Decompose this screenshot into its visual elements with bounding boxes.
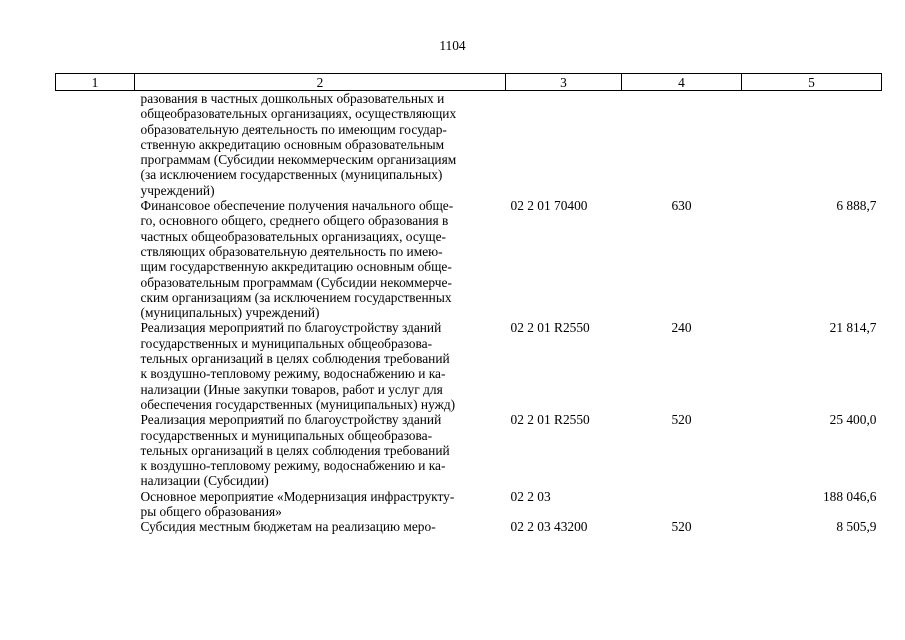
table-body [56, 91, 882, 535]
row-amount-cell: 188 046,6 [822, 488, 877, 504]
row-expense-type-cell: 520 [671, 519, 692, 535]
row-index-cell [56, 320, 135, 412]
row-code-cell: 02 2 03 [510, 488, 551, 504]
row-expense-type-cell [622, 91, 742, 199]
row-code-cell: 02 2 03 43200 [510, 519, 588, 535]
row-expense-type-cell [622, 489, 742, 520]
row-expense-type-cell: 630 [671, 198, 692, 214]
table-row [56, 519, 882, 534]
row-index-cell [56, 91, 135, 199]
header-col-4: 4 [622, 74, 742, 91]
row-index-cell [56, 412, 135, 488]
row-name-cell: Основное мероприятие «Модернизация инфраструкту- ры общего образования» [140, 488, 455, 520]
row-amount-cell: 25 400,0 [829, 412, 877, 428]
row-name-cell: Субсидия местным бюджетам на реализацию меро- [140, 519, 436, 535]
row-code-cell: 02 2 01 R2550 [510, 412, 590, 428]
table-row [56, 198, 882, 320]
row-expense-type-cell: 240 [671, 320, 692, 336]
row-index-cell [56, 519, 135, 534]
page-number: 1104 [439, 38, 466, 53]
row-amount-cell [742, 91, 882, 199]
table-row [56, 91, 882, 199]
row-code-cell [506, 91, 622, 199]
row-name-cell: Реализация мероприятий по благоустройству зданий государственных и муниципальных общеобразова- тельных организаций в целях соблюдения требований к воздушно-тепловому режиму, водоснабжению и ка- нализации (Субсидии) [140, 412, 450, 489]
header-row [56, 74, 882, 91]
table-row [56, 320, 882, 412]
row-index-cell [56, 198, 135, 320]
row-index-cell [56, 489, 135, 520]
header-col-2: 2 [135, 74, 506, 91]
row-amount-cell: 21 814,7 [829, 320, 877, 336]
header-col-1: 1 [56, 74, 135, 91]
row-name-cell: Финансовое обеспечение получения начального обще- го, основного общего, среднего общего образования в частных общеобразовательных организациях, осуще- ствляющих образовательную деятельность по имею- щим государственную аккредитацию основным обще- образовательным программам (Субсидии некоммерче- ским организациям (за исключением государственных (муниципальных) учреждений) [140, 198, 454, 321]
row-amount-cell: 8 505,9 [836, 519, 877, 535]
header-col-5: 5 [742, 74, 882, 91]
row-amount-cell: 6 888,7 [836, 198, 877, 214]
table-row [56, 412, 882, 488]
row-expense-type-cell: 520 [671, 412, 692, 428]
row-code-cell: 02 2 01 70400 [510, 198, 588, 214]
table-header [56, 74, 882, 91]
row-code-cell: 02 2 01 R2550 [510, 320, 590, 336]
row-name-cell: Реализация мероприятий по благоустройству зданий государственных и муниципальных общеобразова- тельных организаций в целях соблюдения требований к воздушно-тепловому режиму, водоснабжению и ка- нализации (Иные закупки товаров, работ и услуг для обеспечения государственных (муниципальных) нужд) [140, 320, 456, 412]
row-name-cell: разования в частных дошкольных образовательных и общеобразовательных организациях, осуществляющих образовательную деятельность по имеющим государ- ственную аккредитацию основным образовательным программам (Субсидии некоммерческим организациям (за исключением государственных (муниципальных) учреждений) [140, 91, 457, 198]
header-col-3: 3 [506, 74, 622, 91]
table-row [56, 489, 882, 520]
budget-table [55, 73, 882, 535]
